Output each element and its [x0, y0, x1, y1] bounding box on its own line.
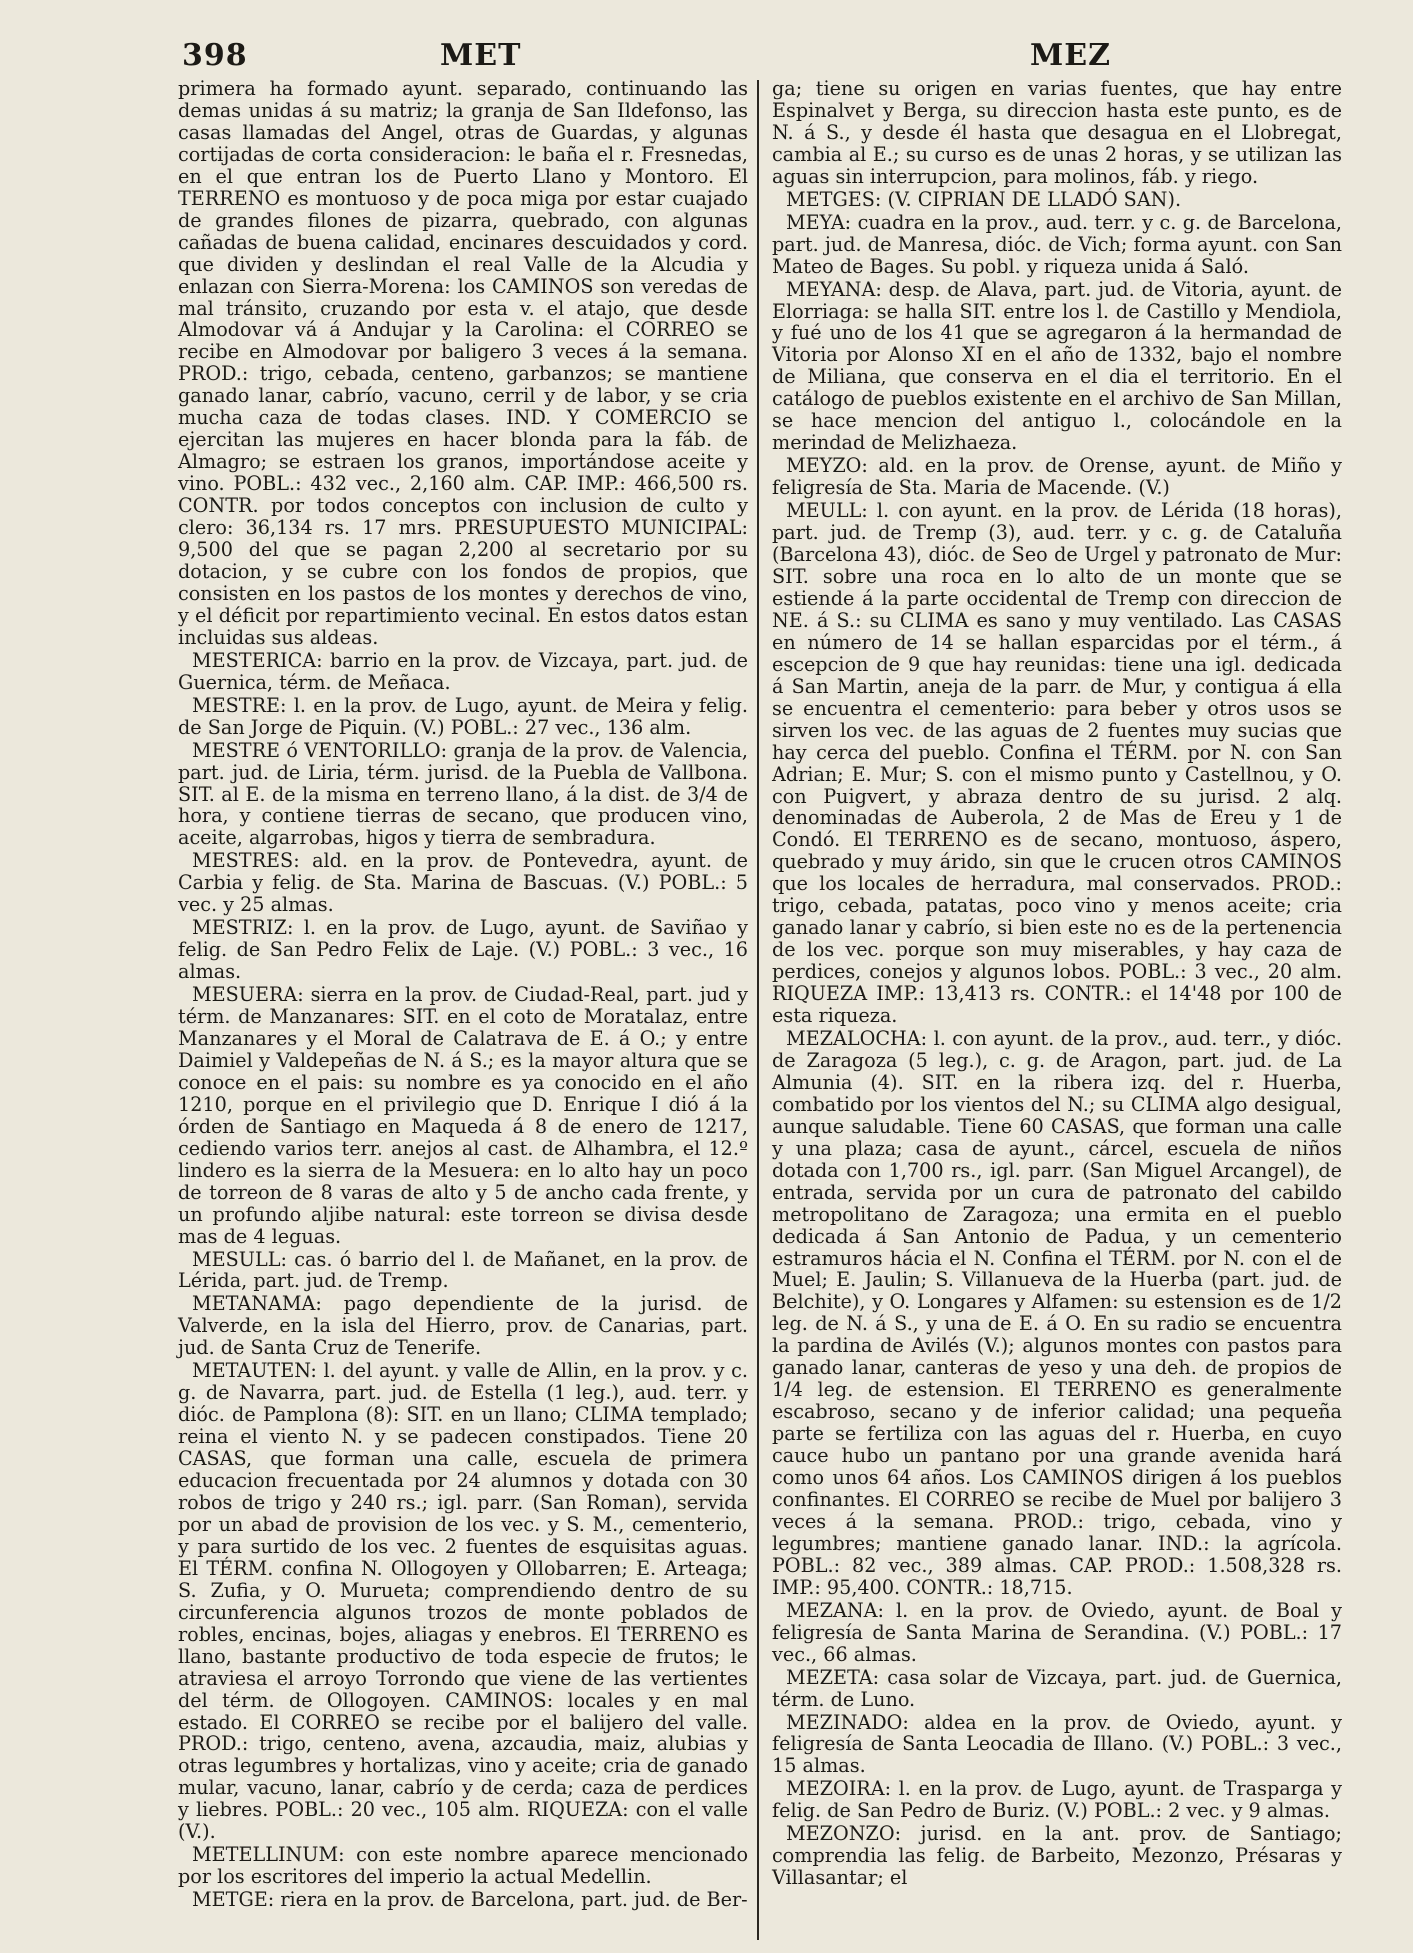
entry-headword: METAUTEN:	[192, 1359, 317, 1383]
dictionary-entry	[772, 189, 1342, 211]
entry-headword: MEZINADO:	[786, 1710, 909, 1734]
dictionary-entry	[178, 850, 748, 916]
entry-headword: METGES:	[786, 187, 882, 211]
dictionary-entry	[772, 1667, 1342, 1711]
entry-headword: MEYA:	[786, 210, 852, 234]
entry-headword: MEZALOCHA:	[786, 1026, 928, 1050]
dictionary-entry	[772, 1823, 1342, 1889]
dictionary-entry	[772, 1712, 1342, 1778]
entry-body: l. con ayunt. en la prov. de Lérida (18 horas), part. jud. de Tremp (3), aud. terr. y c. g. de Cataluña (Barcelona 43), dióc. de Seo de Urgel y patronato de Mur: SIT. sobre una roca en lo alto de un monte que se estiende á la parte occidental de Tremp con direccion de NE. á S.: su CLIMA es sano y muy ventilado. Las CASAS en número de 14 se hallan esparcidas por el térm., á escepcion de 9 que hay reunidas: tiene una igl. dedicada á San Martin, aneja de la parr. de Mur, y contigua á ella se encuentra el cementerio: para beber y otros usos se sirven los vec. de las aguas de 2 fuentes muy sucias que hay cerca del pueblo. Confina el TÉRM. por N. con San Adrian; E. Mur; S. con el mismo punto y Castellnou, y O. con Puigvert, y abraza dentro de su jurisd. 2 alq. denominadas de Auberola, 2 de Mas de Ereu y 1 de Condó. El TERRENO es de secano, montuoso, áspero, quebrado y muy árido, sin que le crucen otros CAMINOS que los locales de herradura, mal conservados. PROD.: trigo, cebada, patatas, poco vino y menos aceite; cria ganado lanar y cabrío, si bien este no es de la pertenencia de los vec. porque son muy miserables, y hay caza de perdices, conejos y algunos lobos. POBL.: 3 vec., 20 alm. RIQUEZA IMP.: 13,413 rs. CONTR.: el 14'48 por 100 de esta riqueza.	[772, 499, 1342, 1028]
entry-headword: METELLINUM:	[192, 1843, 345, 1867]
entry-body: l. del ayunt. y valle de Allin, en la prov. y c. g. de Navarra, part. jud. de Estella (1 leg.), aud. terr. y dióc. de Pamplona (8): SIT. en un llano; CLIMA templado; reina el viento N. y se padecen constipados. Tiene 20 CASAS, que forman una calle, escuela de primera educacion frecuentada por 24 alumnos y dotada con 30 robos de trigo y 240 rs.; igl. parr. (San Roman), servida por un abad de provision de los vec. y S. M., cementerio, y para surtido de los vec. 2 fuentes de esquisitas aguas. El TÉRM. confina N. Ollogoyen y Ollobarren; E. Arteaga; S. Zufia, y O. Murueta; comprendiendo dentro de su circunferencia algunos trozos de monte poblados de robles, encinas, bojes, aliagas y enebros. El TERRENO es llano, bastante productivo de toda especie de frutos; le atraviesa el arroyo Torrondo que viene de las vertientes del térm. de Ollogoyen. CAMINOS: locales y en mal estado. El CORREO se recibe por el balijero del valle. PROD.: trigo, centeno, avena, azcaudia, maiz, alubias y otras legumbres y hortalizas, vino y aceite; cria de ganado mular, vacuno, lanar, cabrío y de cerda; caza de perdices y liebres. POBL.: 20 vec., 105 alm. RIQUEZA: con el valle (V.).	[178, 1359, 748, 1844]
entry-body: granja de la prov. de Valencia, part. jud. de Liria, térm. jurisd. de la Puebla de Vallbona. SIT. al E. de la misma en terreno llano, á la dist. de 3/4 de hora, y contiene tierras de secano, que producen vino, aceite, algarrobas, higos y tierra de sembradura.	[178, 738, 748, 850]
dictionary-entry	[178, 695, 748, 739]
entry-headword: MEULL:	[786, 499, 868, 523]
right-guide-word: MEZ	[1030, 38, 1111, 73]
entry-body: l. en la prov. de Lugo, ayunt. de Trasparga y felig. de San Pedro de Buriz. (V.) POBL.: 2 vec. y 9 almas.	[772, 1777, 1342, 1823]
entry-headword: MESTRIZ:	[192, 916, 294, 940]
dictionary-entry	[178, 917, 748, 983]
dictionary-entry	[772, 500, 1342, 1027]
entry-headword: MESTRE:	[192, 693, 287, 717]
entry-body: sierra en la prov. de Ciudad-Real, part. jud y térm. de Manzanares: SIT. en el coto de Moratalaz, entre Manzanares y el Moral de Calatrava de E. á O.; y entre Daimiel y Valdepeñas de N. á S.; es la mayor altura que se conoce en el pais: su nombre es ya conocido en el año 1210, porque en el privilegio que D. Enrique I dió á la órden de Santiago en Maqueda á 8 de enero de 1217, cediendo varios terr. anejos al cast. de Alhambra, el 12.º lindero es la sierra de la Mesuera: en lo alto hay un poco de torreon de 8 varas de alto y 5 de ancho cada frente, y un profundo aljibe natural: este torreon se divisa desde mas de 4 leguas.	[178, 983, 748, 1248]
entry-body: ald. en la prov. de Orense, ayunt. de Miño y feligresía de Sta. Maria de Macende. (V.)	[772, 454, 1342, 500]
dictionary-entry	[772, 212, 1342, 278]
dictionary-entry	[178, 1293, 748, 1359]
entry-body: riera en la prov. de Barcelona, part. jud. de Ber-	[280, 1888, 748, 1912]
entry-body: con este nombre aparece mencionado por los escritores del imperio la actual Medellin.	[178, 1843, 748, 1889]
entry-headword: MESTRE ó VENTORILLO:	[192, 738, 448, 762]
entry-body: ald. en la prov. de Pontevedra, ayunt. de Carbia y felig. de Sta. Marina de Bascuas. (V.) POBL.: 5 vec. y 25 almas.	[178, 849, 749, 917]
dictionary-entry	[772, 1028, 1342, 1599]
entry-body: l. en la prov. de Lugo, ayunt. de Meira y felig. de San Jorge de Piquin. (V.) POBL.: 27 vec., 136 alm.	[178, 693, 748, 739]
entry-body: (V. CIPRIAN DE LLADÓ SAN).	[887, 187, 1182, 211]
entry-headword: METGE:	[192, 1888, 275, 1912]
entry-body: aldea en la prov. de Oviedo, ayunt. y feligresía de Santa Leocadia de Illano. (V.) POBL.: 3 vec., 15 almas.	[772, 1710, 1342, 1778]
column-divider	[757, 80, 759, 1940]
dictionary-entry	[178, 1360, 748, 1843]
dictionary-entry	[178, 650, 748, 694]
right-column	[772, 78, 1342, 1890]
entry-body: l. en la prov. de Lugo, ayunt. de Saviñao y felig. de San Pedro Felix de Laje. (V.) POBL.: 3 vec., 16 almas.	[178, 916, 748, 984]
entry-headword: MEZETA:	[786, 1665, 880, 1689]
entry-body: l. con ayunt. de la prov., aud. terr., y dióc. de Zaragoza (5 leg.), c. g. de Aragon, part. jud. de La Almunia (4). SIT. en la ribera izq. del r. Huerba, combatido por los vientos del N.; su CLIMA algo desigual, aunque saludable. Tiene 60 CASAS, que forman una calle y una plaza; casa de ayunt., cárcel, escuela de niños dotada con 1,700 rs., igl. parr. (San Miguel Arcangel), de entrada, servida por un cura de patronato del cabildo metropolitano de Zaragoza; una ermita en el pueblo dedicada á San Antonio de Padua, y un cementerio estramuros hácia el N. Confina el TÉRM. por N. con el de Muel; E. Jaulin; S. Villanueva de la Huerba (part. jud. de Belchite), y O. Longares y Alfamen: su estension es de 1/2 leg. de N. á S., y una de E. á O. En su radio se encuentra la pardina de Avilés (V.); algunos montes con pastos para ganado lanar, canteras de yeso y una deh. de propios de 1/4 leg. de estension. El TERRENO es generalmente escabroso, secano y de inferior calidad; una pequeña parte se fertiliza con las aguas del r. Huerba, en cuyo cauce hubo un pantano por una grande avenida hará como unos 64 años. Los CAMINOS dirigen á los pueblos confinantes. El CORREO se recibe de Muel por balijero 3 veces á la semana. PROD.: trigo, cebada, vino y legumbres; mantiene ganado lanar. IND.: la agrícola. POBL.: 82 vec., 389 almas. CAP. PROD.: 1.508,328 rs. IMP.: 95,400. CONTR.: 18,715.	[772, 1026, 1342, 1599]
entry-headword: MEYANA:	[786, 277, 882, 301]
entry-body: ga; tiene su origen en varias fuentes, que hay entre Espinalvet y Berga, su direccion hasta este punto, es de N. á S., y desde él hasta que desagua en el Llobregat, cambia al E.; su curso es de unas 2 horas, y se utilizan las aguas sin interrupcion, para molinos, fáb. y riego.	[772, 77, 1342, 188]
entry-headword: MEYZO:	[786, 454, 868, 478]
dictionary-entry	[178, 1844, 748, 1888]
dictionary-entry	[772, 279, 1342, 455]
dictionary-entry	[772, 1600, 1342, 1666]
dictionary-entry	[772, 78, 1342, 188]
page-number: 398	[182, 38, 248, 73]
entry-headword: MESULL:	[192, 1247, 287, 1271]
entry-body: cuadra en la prov., aud. terr. y c. g. de Barcelona, part. jud. de Manresa, dióc. de Vich; forma ayunt. con San Mateo de Bages. Su pobl. y riqueza unida á Saló.	[772, 210, 1342, 278]
entry-headword: MEZANA:	[786, 1598, 884, 1622]
dictionary-entry	[178, 1249, 748, 1293]
entry-body: pago dependiente de la jurisd. de Valverde, en la isla del Hierro, prov. de Canarias, part. jud. de Santa Cruz de Tenerife.	[178, 1292, 748, 1360]
left-guide-word: MET	[440, 38, 522, 73]
dictionary-entry	[178, 984, 748, 1247]
dictionary-entry	[772, 1778, 1342, 1822]
entry-headword: MESUERA:	[192, 983, 304, 1007]
dictionary-entry	[178, 78, 748, 649]
dictionary-entry	[178, 1889, 748, 1911]
dictionary-entry	[178, 740, 748, 850]
entry-body: primera ha formado ayunt. separado, continuando las demas unidas á su matriz; la granja de San Ildefonso, las casas llamadas del Angel, otras de Guardas, y algunas cortijadas de corta consideracion: le baña el r. Fresnedas, en el que entran los de Puerto Llano y Montoro. El TERRENO es montuoso y de poca miga por estar cuajado de grandes filones de pizarra, quebrado, con algunas cañadas de buena calidad, encinares descuidados y cord. que dividen y deslindan el real Valle de la Alcudia y enlazan con Sierra-Morena: los CAMINOS son veredas de mal tránsito, cruzando por esta v. el atajo, que desde Almodovar vá á Andujar y la Carolina: el CORREO se recibe en Almodovar por baligero 3 veces á la semana. PROD.: trigo, cebada, centeno, garbanzos; se mantiene ganado lanar, cabrío, vacuno, cerril y de labor, y se cria mucha caza de todas clases. IND. Y COMERCIO se ejercitan las mujeres en hacer blonda para la fáb. de Almagro; se estraen los granos, importándose aceite y vino. POBL.: 432 vec., 2,160 alm. CAP. IMP.: 466,500 rs. CONTR. por todos conceptos con inclusion de culto y clero: 36,134 rs. 17 mrs. PRESUPUESTO MUNICIPAL: 9,500 del que se pagan 2,200 al secretario por su dotacion, y se cubre con los fondos de propios, que consisten en los pastos de los montes y derechos de vino, y el déficit por repartimiento vecinal. En estos datos estan incluidas sus aldeas.	[178, 77, 748, 649]
entry-body: casa solar de Vizcaya, part. jud. de Guernica, térm. de Luno.	[772, 1665, 1342, 1711]
left-column	[178, 78, 748, 1912]
entry-body: l. en la prov. de Oviedo, ayunt. de Boal y feligresía de Santa Marina de Serandina. (V.) POBL.: 17 vec., 66 almas.	[772, 1598, 1342, 1666]
dictionary-entry	[772, 455, 1342, 499]
entry-headword: MESTRES:	[192, 849, 300, 873]
entry-body: jurisd. en la ant. prov. de Santiago; comprendia las felig. de Barbeito, Mezonzo, Présaras y Villasantar; el	[772, 1822, 1342, 1890]
entry-headword: MEZOIRA:	[786, 1777, 892, 1801]
entry-headword: MEZONZO:	[786, 1822, 902, 1846]
entry-body: cas. ó barrio del l. de Mañanet, en la prov. de Lérida, part. jud. de Tremp.	[178, 1247, 749, 1293]
entry-headword: METANAMA:	[192, 1292, 322, 1316]
entry-headword: MESTERICA:	[192, 648, 323, 672]
entry-body: barrio en la prov. de Vizcaya, part. jud. de Guernica, térm. de Meñaca.	[178, 648, 748, 694]
entry-body: desp. de Alava, part. jud. de Vitoria, ayunt. de Elorriaga: se halla SIT. entre los l. de Castillo y Mendiola, y fué uno de los 41 que se agregaron á la hermandad de Vitoria por Alonso XI en el año de 1332, bajo el nombre de Miliana, que conserva en el dia el territorio. En el catálogo de pueblos existente en el archivo de San Millan, se hace mencion del antiguo l., colocándole en la merindad de Melizhaeza.	[772, 277, 1342, 455]
